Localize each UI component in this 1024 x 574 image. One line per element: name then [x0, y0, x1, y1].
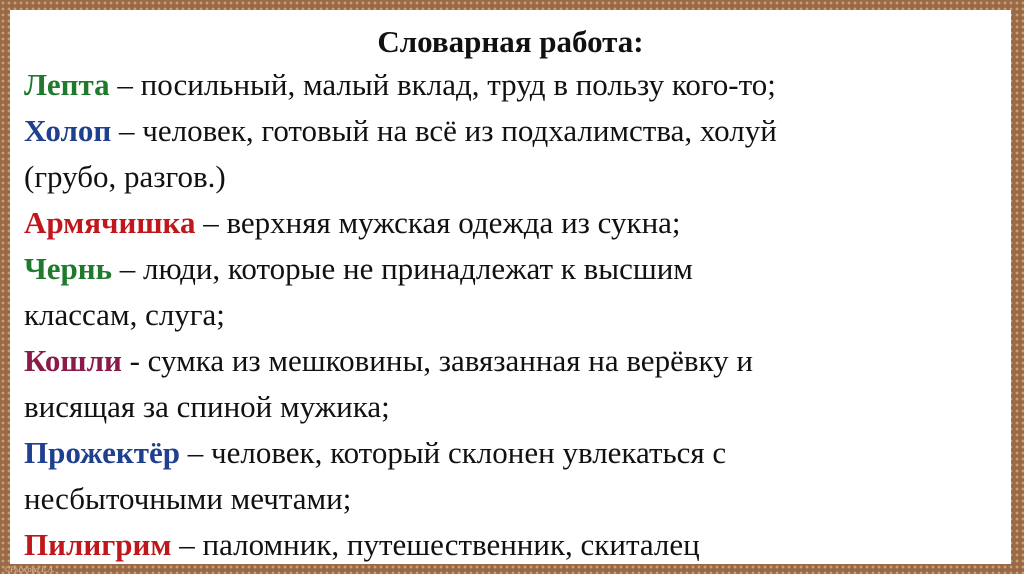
definition-continuation: классам, слуга; [24, 297, 225, 332]
term: Армячишка [24, 205, 196, 240]
definition: – человек, готовый на всё из подхалимства, холуй [111, 113, 777, 148]
term: Чернь [24, 251, 113, 286]
definition: – паломник, путешественник, скиталец [171, 527, 700, 562]
term: Пилигрим [24, 527, 172, 562]
definition: – посильный, малый вклад, труд в пользу кого-то; [109, 67, 776, 102]
definition: - сумка из мешковины, завязанная на верёвку и [121, 343, 753, 378]
glossary-entry [24, 246, 999, 292]
definition: – верхняя мужская одежда из сукна; [195, 205, 681, 240]
definition-continuation: несбыточными мечтами; [24, 481, 352, 516]
slide-title: Словарная работа: [377, 24, 644, 59]
term: Прожектёр [24, 435, 180, 470]
glossary-entry [24, 338, 999, 384]
author-credit: ©Рыжова Е.А. [4, 565, 55, 574]
term: Кошли [24, 343, 122, 378]
glossary-entry [24, 430, 999, 476]
glossary-entry [24, 200, 999, 246]
definition-continuation: висящая за спиной мужика; [24, 389, 390, 424]
term: Холоп [24, 113, 112, 148]
term: Лепта [24, 67, 110, 102]
glossary-entry [24, 522, 999, 568]
definition-continuation: (грубо, разгов.) [24, 159, 226, 194]
glossary-entry [24, 108, 999, 154]
glossary-entry [24, 62, 999, 108]
definition: – человек, который склонен увлекаться с [180, 435, 727, 470]
slide [10, 10, 1011, 564]
glossary-list [24, 62, 999, 568]
definition: – люди, которые не принадлежат к высшим [112, 251, 693, 286]
